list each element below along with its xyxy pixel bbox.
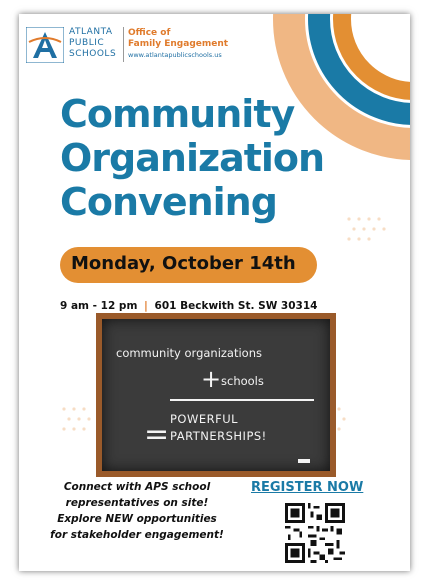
chalk-plus: + [201,365,222,393]
chalk-result [170,411,267,445]
event-date: Monday, October 14th [71,253,296,274]
title-line-1: Community [60,92,295,136]
aps-wordmark [69,27,116,60]
office-url[interactable]: www.atlantapublicschools.us [128,51,222,59]
aps-a-logo-icon [26,27,64,63]
chalk-equals: = [144,417,170,452]
aps-line-3: SCHOOLS [69,49,117,59]
time-location-line [60,300,317,312]
time-separator: | [144,300,148,312]
chalk-line-community: community organizations [116,346,263,360]
cta-line-2: representatives on site! [65,497,209,509]
chalk-piece [298,459,310,463]
cta-line-3: Explore NEW opportunities [57,513,217,525]
office-line-2: Family Engagement [128,39,229,49]
title-line-2: Organization [60,136,325,180]
chalk-sum-line [170,399,314,401]
title-line-3: Convening [60,180,277,224]
chalkboard [96,313,336,477]
office-line-1: Office of [128,28,171,38]
chalk-line-schools: schools [221,374,264,388]
call-to-action [27,479,247,543]
event-time: 9 am - 12 pm [60,300,138,312]
event-title [60,92,324,224]
register-now-link[interactable]: REGISTER NOW [251,480,364,495]
chalk-result-2: PARTNERSHIPS! [170,429,267,443]
qr-code-icon[interactable] [285,503,345,563]
event-address: 601 Beckwith St. SW 30314 [154,300,318,312]
chalk-result-1: POWERFUL [170,412,239,426]
office-heading [128,28,228,61]
cta-line-4: for stakeholder engagement! [50,529,224,541]
aps-line-2: PUBLIC [69,38,105,48]
aps-line-1: ATLANTA [69,27,113,37]
logo-divider [123,27,124,62]
cta-line-1: Connect with APS school [63,481,211,493]
event-flyer [19,14,410,571]
